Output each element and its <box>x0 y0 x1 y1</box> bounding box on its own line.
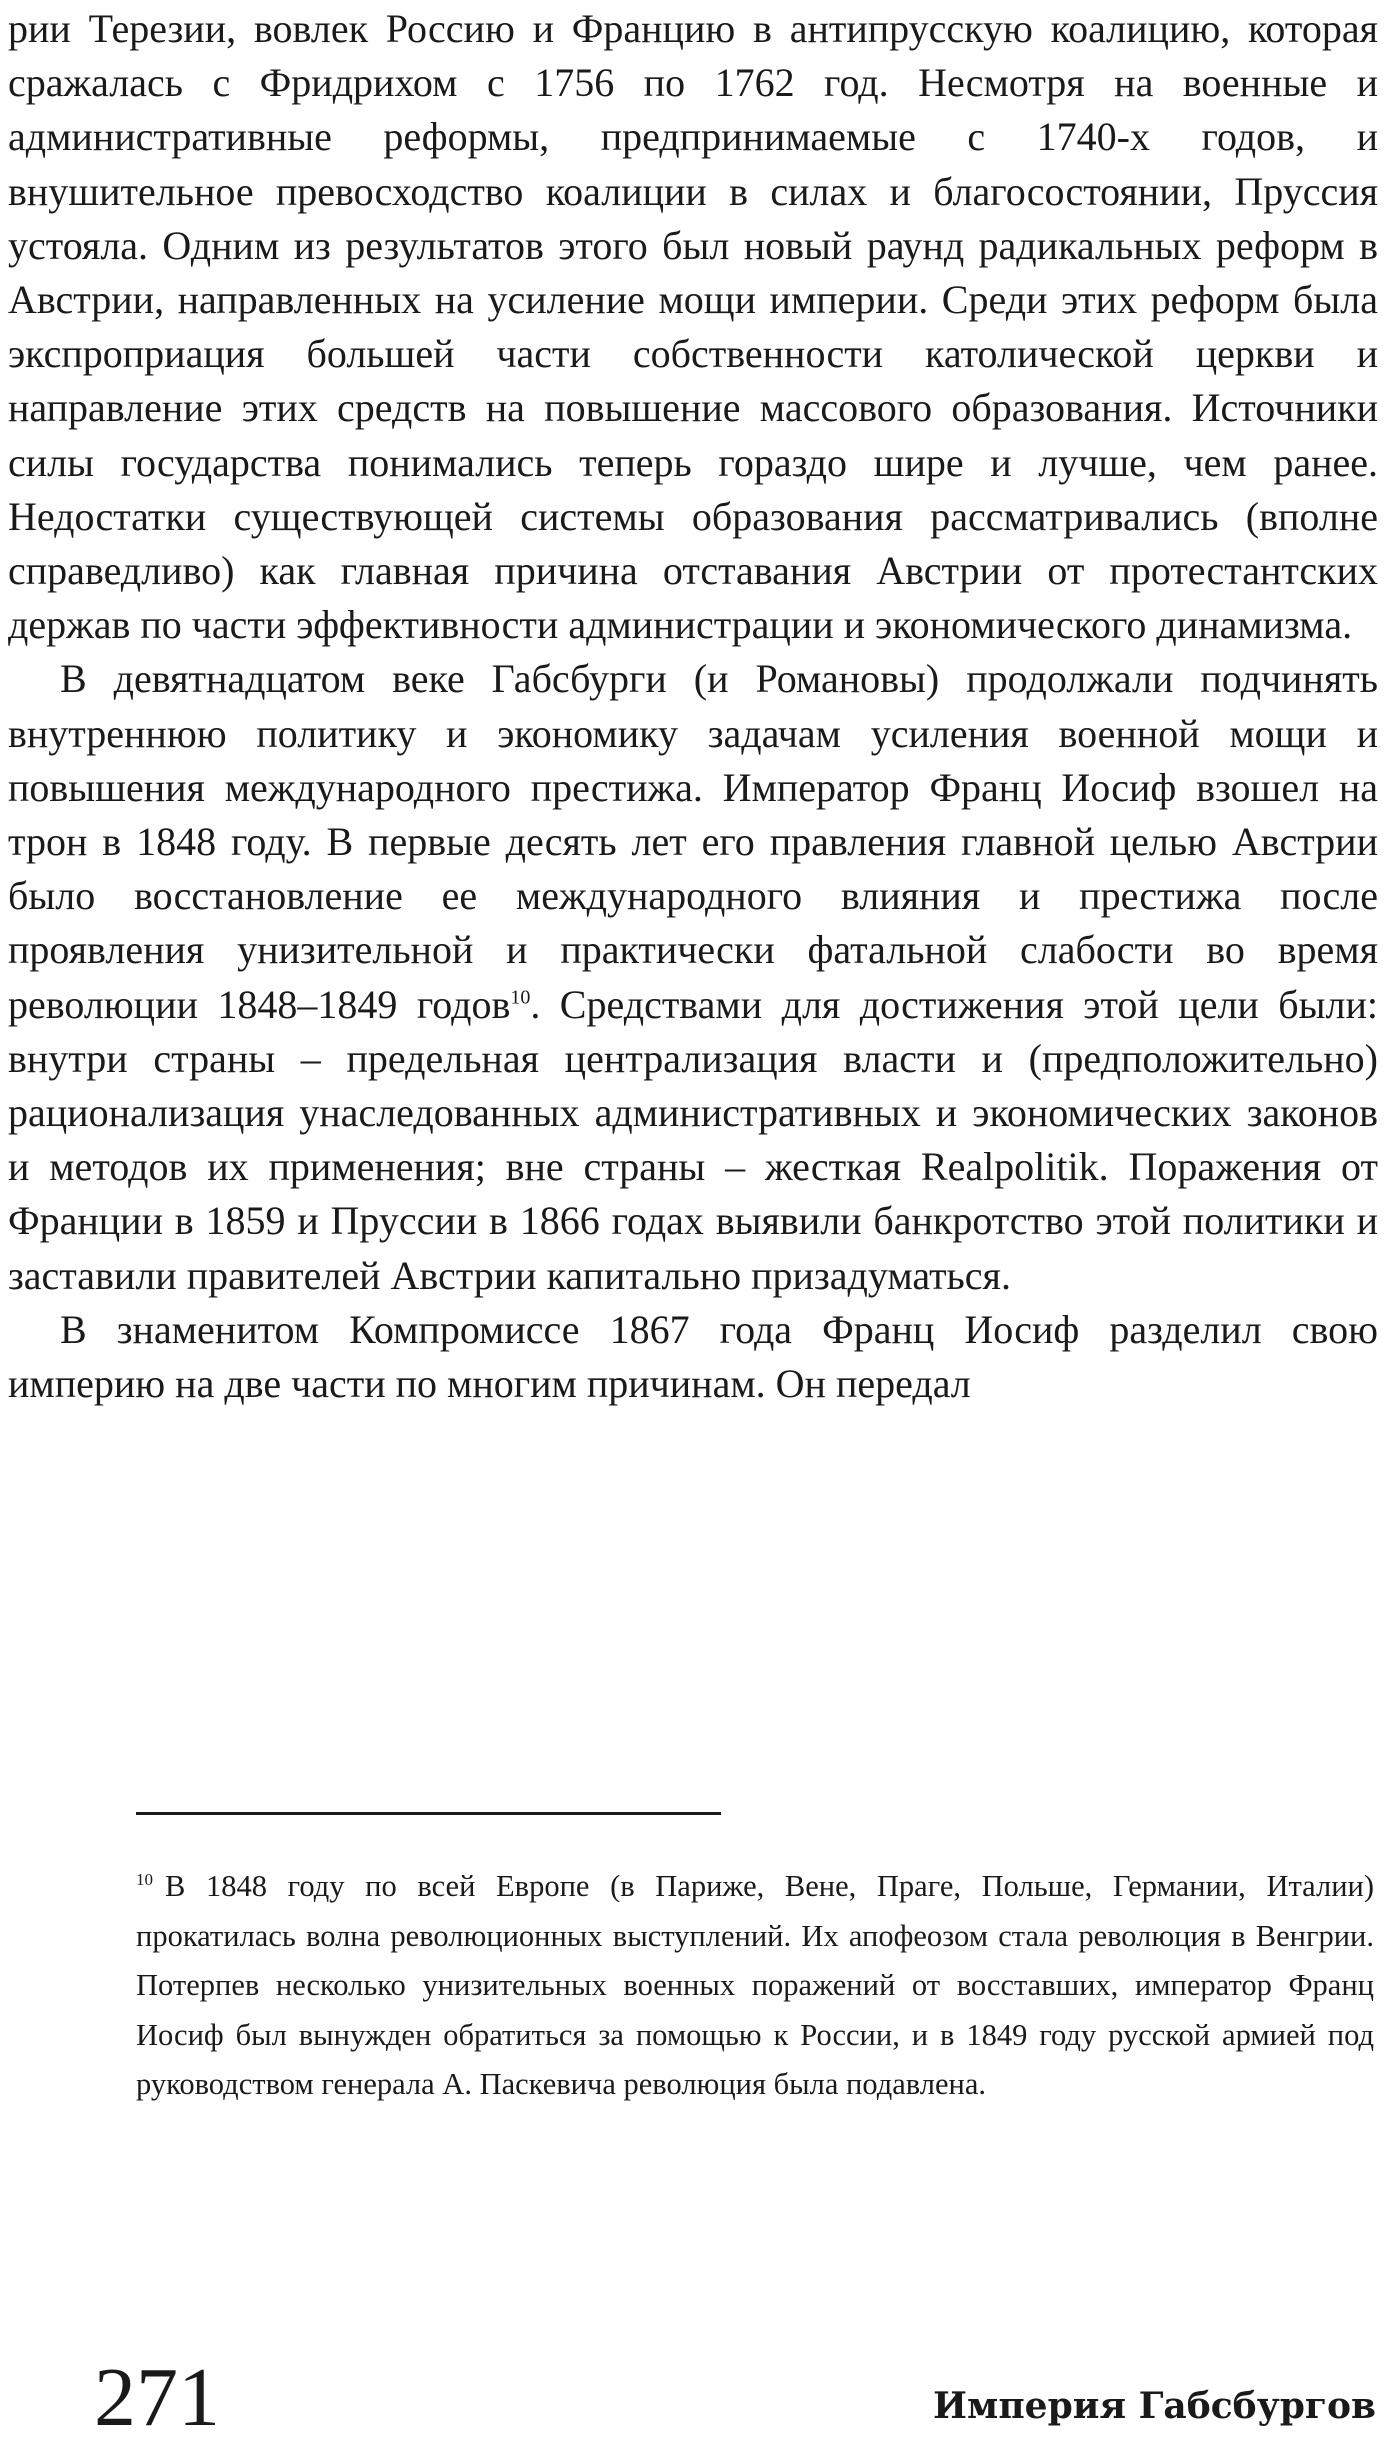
paragraph-3: В знаменитом Компромиссе 1867 года Франц Иосиф разделил свою империю на две части по многим причинам. Он передал <box>8 1306 1378 1407</box>
page <box>8 0 1378 1411</box>
paragraph-1: рии Терезии, вовлек Россию и Францию в антипрусскую коалицию, которая сражалась с Фридрихом с 1756 по 1762 год. Несмотря на военные и административные реформы, предпринимаемые с 1740-х годов, и внушительное превосходство коалиции в силах и благосостоянии, Пруссия устояла. Одним из результатов этого был новый раунд радикальных реформ в Австрии, направленных на усиление мощи империи. Среди этих реформ была экспроприация большей части собственности католической церкви и направление этих средств на повышение массового образования. Источники силы государства понимались теперь гораздо шире и лучше, чем ранее. Недостатки существующей системы образования рассматривались (вполне справедливо) как главная причина отставания Австрии от протестантских держав по части эффективности администрации и экономического динамизма. <box>8 6 1378 648</box>
paragraph-2 <box>8 652 1378 1302</box>
paragraph-2-text-before-ref: В девятнадцатом веке Габсбурги (и Романовы) продолжали подчинять внутреннюю политику и экономику задачам усиления военной мощи и повышения международного престижа. Император Франц Иосиф взошел на трон в 1848 году. В первые десять лет его правления главной целью Австрии было восстановление ее международного влияния и престижа после проявления унизительной и практически фатальной слабости во время революции 1848–1849 годов <box>8 656 1378 1027</box>
page-number: 271 <box>94 2351 220 2444</box>
page-footer <box>0 2350 1398 2450</box>
footnote-reference: 10 <box>510 986 531 1009</box>
running-title: Империя Габсбургов <box>933 2385 1376 2427</box>
main-text <box>8 0 1378 1411</box>
paragraph-2-text-after-ref: . Средствами для достижения этой цели были: внутри страны – предельная централизация власти и (предположительно) рационализация унаследованных административных и экономических законов и методов их применения; вне страны – жесткая Realpolitik. Поражения от Франции в 1859 и Пруссии в 1866 годах выявили банкротство этой политики и заставили правителей Австрии капитально призадуматься. <box>8 981 1379 1298</box>
footnote-text: В 1848 году по всей Европе (в Париже, Вене, Праге, Польше, Германии, Италии) прокатилась волна революционных выступлений. Их апофеозом стала революция в Венгрии. Потерпев несколько унизительных военных поражений от восставших, император Франц Иосиф был вынужден обратиться за помощью к России, и в 1849 году русской армией под руководством генерала А. Паскевича революция была подавлена. <box>136 1869 1374 2101</box>
footnote-number: 10 <box>136 1869 153 1889</box>
footnote <box>136 1862 1374 2110</box>
footnote-divider <box>136 1812 721 1815</box>
